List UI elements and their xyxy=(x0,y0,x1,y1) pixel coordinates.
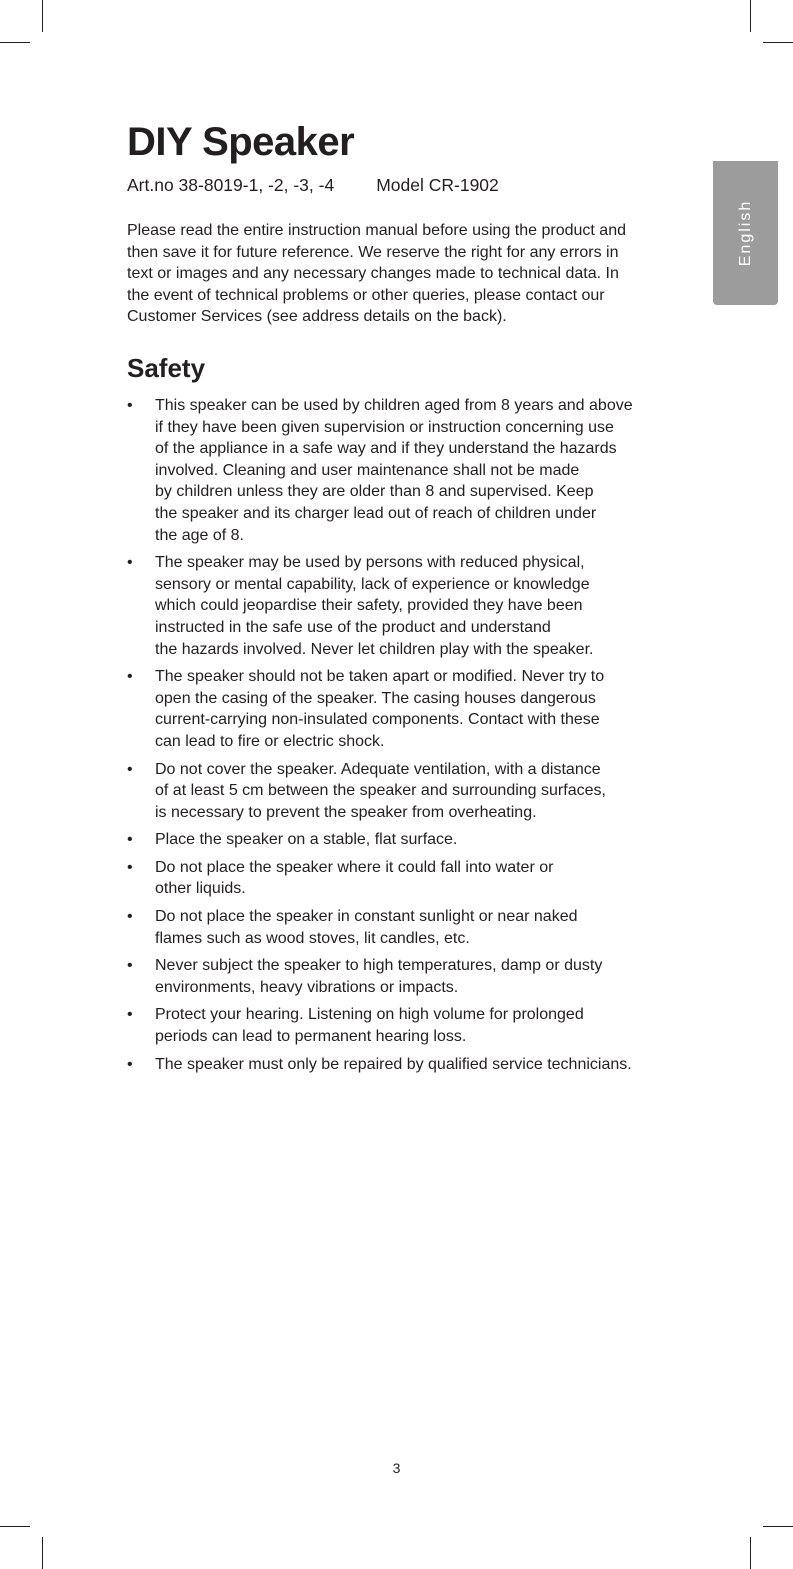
article-number: Art.no 38-8019-1, -2, -3, -4 xyxy=(127,175,335,195)
model-number: Model CR-1902 xyxy=(376,175,499,195)
safety-item-line: Never subject the speaker to high temperatures, damp or dusty xyxy=(155,957,603,975)
crop-mark-bottom-left-h xyxy=(0,1526,30,1527)
safety-item-line: if they have been given supervision or instruction concerning use xyxy=(155,418,614,436)
safety-item-line: is necessary to prevent the speaker from overheating. xyxy=(155,803,537,821)
bullet-dot: • xyxy=(127,1006,133,1024)
safety-item xyxy=(127,1004,672,1047)
safety-item-line: other liquids. xyxy=(155,880,246,898)
crop-mark-top-right-h xyxy=(763,42,793,43)
safety-list xyxy=(127,395,672,1081)
safety-item-line: Do not cover the speaker. Adequate ventilation, with a distance xyxy=(155,760,601,778)
intro-line: Please read the entire instruction manual before using the product and xyxy=(127,222,626,239)
safety-item xyxy=(127,829,672,851)
safety-item-line: which could jeopardise their safety, provided they have been xyxy=(155,597,583,615)
safety-item-line: sensory or mental capability, lack of experience or knowledge xyxy=(155,575,590,593)
safety-item-line: environments, heavy vibrations or impacts. xyxy=(155,978,459,996)
safety-item-line: The speaker must only be repaired by qualified service technicians. xyxy=(155,1055,632,1073)
bullet-dot: • xyxy=(127,1055,133,1073)
bullet-dot: • xyxy=(127,554,133,572)
document-title: DIY Speaker xyxy=(127,120,355,164)
intro-line: then save it for future reference. We reserve the right for any errors in xyxy=(127,243,619,261)
safety-item-line: Place the speaker on a stable, flat surface. xyxy=(155,831,458,849)
safety-item-line: Do not place the speaker where it could fall into water or xyxy=(155,858,554,876)
intro-line: the event of technical problems or other queries, please contact our xyxy=(127,286,605,304)
safety-item-line: open the casing of the speaker. The casing houses dangerous xyxy=(155,689,596,707)
safety-item xyxy=(127,857,672,900)
intro-line: text or images and any necessary changes made to technical data. In xyxy=(127,265,619,283)
page-number: 3 xyxy=(392,1460,401,1476)
crop-mark-top-right-v xyxy=(750,0,751,32)
safety-item xyxy=(127,666,672,752)
crop-mark-top-left-v xyxy=(42,0,43,32)
product-meta xyxy=(127,173,499,197)
language-tab xyxy=(713,161,778,305)
language-tab-label: English xyxy=(736,199,754,267)
crop-mark-bottom-right-v xyxy=(750,1537,751,1569)
intro-paragraph xyxy=(127,220,672,328)
crop-mark-bottom-right-h xyxy=(763,1526,793,1527)
safety-item-line: the speaker and its charger lead out of reach of children under xyxy=(155,504,597,522)
bullet-dot: • xyxy=(127,668,133,686)
safety-item xyxy=(127,552,672,660)
safety-item-line: can lead to fire or electric shock. xyxy=(155,732,385,750)
safety-item xyxy=(127,955,672,998)
crop-mark-top-left-h xyxy=(0,42,30,43)
safety-item-line: of at least 5 cm between the speaker and surrounding surfaces, xyxy=(155,782,606,800)
safety-item-line: periods can lead to permanent hearing loss. xyxy=(155,1028,467,1046)
bullet-dot: • xyxy=(127,858,133,876)
safety-item-line: instructed in the safe use of the product and understand xyxy=(155,618,551,636)
safety-item-line: The speaker should not be taken apart or modified. Never try to xyxy=(155,668,605,686)
safety-item-line: flames such as wood stoves, lit candles, etc. xyxy=(155,929,470,947)
bullet-dot: • xyxy=(127,908,133,926)
safety-item-line: the age of 8. xyxy=(155,526,244,544)
safety-item-line: This speaker can be used by children aged from 8 years and above xyxy=(155,397,633,414)
safety-item xyxy=(127,906,672,949)
bullet-dot: • xyxy=(127,397,133,414)
safety-item-line: by children unless they are older than 8 and supervised. Keep xyxy=(155,483,594,501)
bullet-dot: • xyxy=(127,760,133,778)
bullet-dot: • xyxy=(127,957,133,975)
safety-item-line: involved. Cleaning and user maintenance shall not be made xyxy=(155,461,580,479)
safety-item xyxy=(127,759,672,824)
safety-heading: Safety xyxy=(127,353,206,383)
intro-line: Customer Services (see address details on the back). xyxy=(127,308,507,326)
safety-item-line: of the appliance in a safe way and if they understand the hazards xyxy=(155,440,617,458)
safety-item xyxy=(127,1054,672,1076)
safety-item xyxy=(127,395,672,546)
crop-mark-bottom-left-v xyxy=(42,1537,43,1569)
safety-item-line: the hazards involved. Never let children play with the speaker. xyxy=(155,640,594,658)
safety-item-line: Protect your hearing. Listening on high volume for prolonged xyxy=(155,1006,584,1024)
bullet-dot: • xyxy=(127,831,133,849)
safety-item-line: The speaker may be used by persons with reduced physical, xyxy=(155,554,585,572)
safety-item-line: Do not place the speaker in constant sunlight or near naked xyxy=(155,908,578,926)
safety-item-line: current-carrying non-insulated components. Contact with these xyxy=(155,711,600,729)
